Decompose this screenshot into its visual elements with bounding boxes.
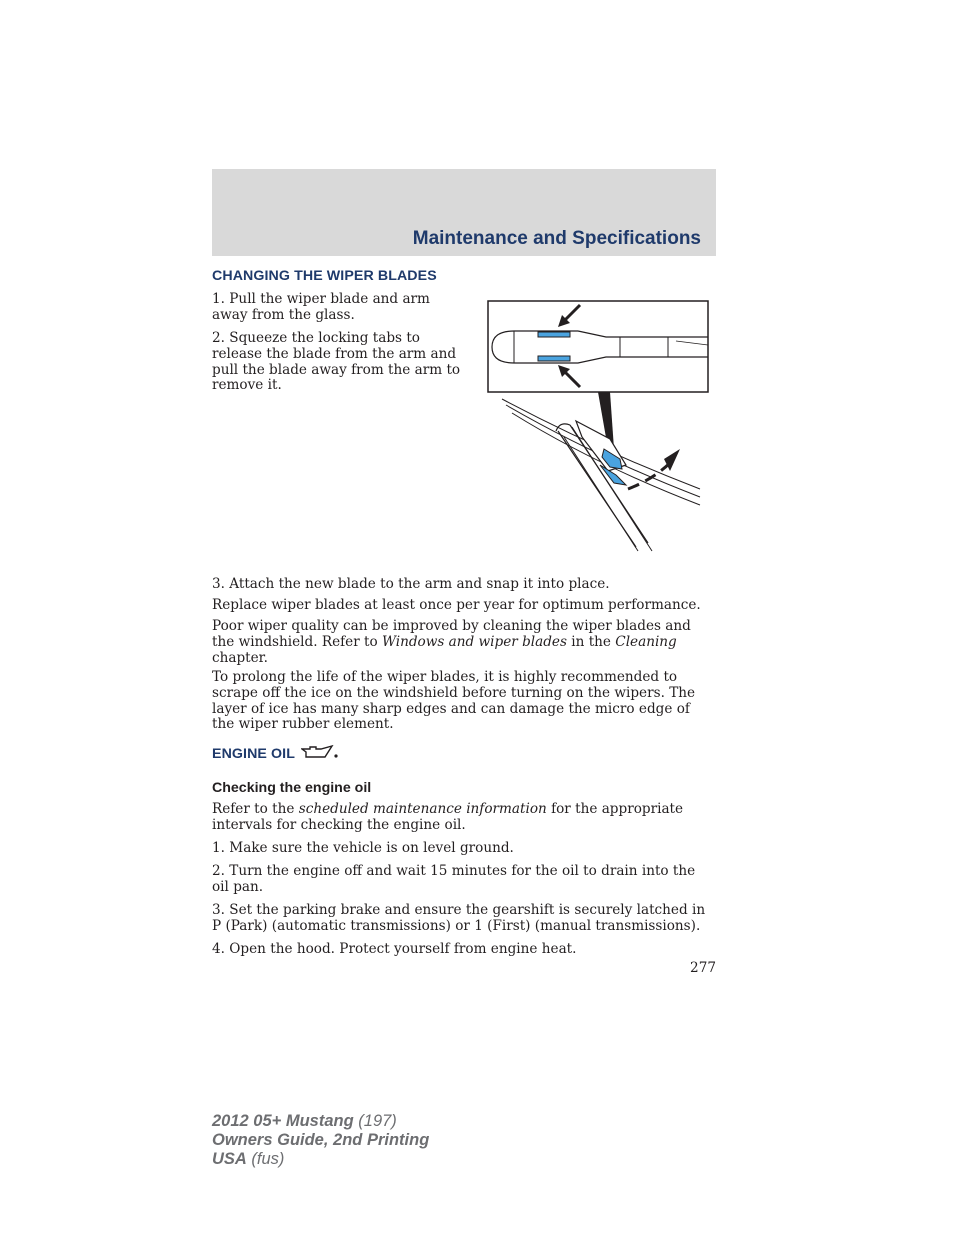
inset-frame [488, 301, 708, 392]
oil-step-3: 3. Set the parking brake and ensure the gearshift is securely latched in P (Park) (automatic transmissions) or 1 (First) (manual transmissions). [212, 902, 706, 934]
scheduled-maintenance-reference: scheduled maintenance information [298, 801, 547, 817]
cleaning-chapter-reference: Cleaning [615, 633, 677, 650]
locking-tab-bottom [538, 356, 570, 361]
oil-can-icon [301, 744, 339, 760]
windows-wiper-reference: Windows and wiper blades [381, 633, 567, 650]
oil-step-2: 2. Turn the engine off and wait 15 minutes for the oil to drain into the oil pan. [212, 863, 696, 895]
chapter-title: Maintenance and Specifications [412, 228, 701, 249]
wiper-ice-note: To prolong the life of the wiper blades, it is highly recommended to scrape off the ice on the windshield before turning on the wipers. The layer of ice has many sharp edges and can damage the micro edge of the wiper rubber element. [212, 669, 696, 733]
wiper-step-3: 3. Attach the new blade to the arm and snap it into place. [212, 576, 610, 592]
oil-step-4: 4. Open the hood. Protect yourself from engine heat. [212, 941, 577, 957]
section-heading-engine-oil: ENGINE OIL [212, 746, 339, 762]
wiper-step-2: 2. Squeeze the locking tabs to release the blade from the arm and pull the blade away from the arm to remove it. [212, 330, 461, 394]
oil-intro: Refer to the scheduled maintenance information for the appropriate intervals for checking the engine oil. [212, 801, 684, 833]
wiper-blade-illustration [486, 299, 710, 553]
header-band [212, 169, 716, 256]
page-number: 277 [690, 960, 716, 976]
locking-tab-top [538, 332, 570, 337]
section-heading-wiper-blades: CHANGING THE WIPER BLADES [212, 268, 437, 284]
wiper-quality-note: Poor wiper quality can be improved by cleaning the wiper blades and the windshield. Refer to Windows and wiper blades in the Cleaning chapter. [212, 618, 691, 666]
oil-step-1: 1. Make sure the vehicle is on level ground. [212, 840, 514, 856]
footer-imprint: 2012 05+ Mustang (197) Owners Guide, 2nd Printing USA (fus) [212, 1112, 430, 1168]
wiper-step-1: 1. Pull the wiper blade and arm away from the glass. [212, 291, 430, 323]
wiper-replace-note: Replace wiper blades at least once per year for optimum performance. [212, 597, 701, 613]
subheading-checking-oil: Checking the engine oil [212, 780, 372, 796]
